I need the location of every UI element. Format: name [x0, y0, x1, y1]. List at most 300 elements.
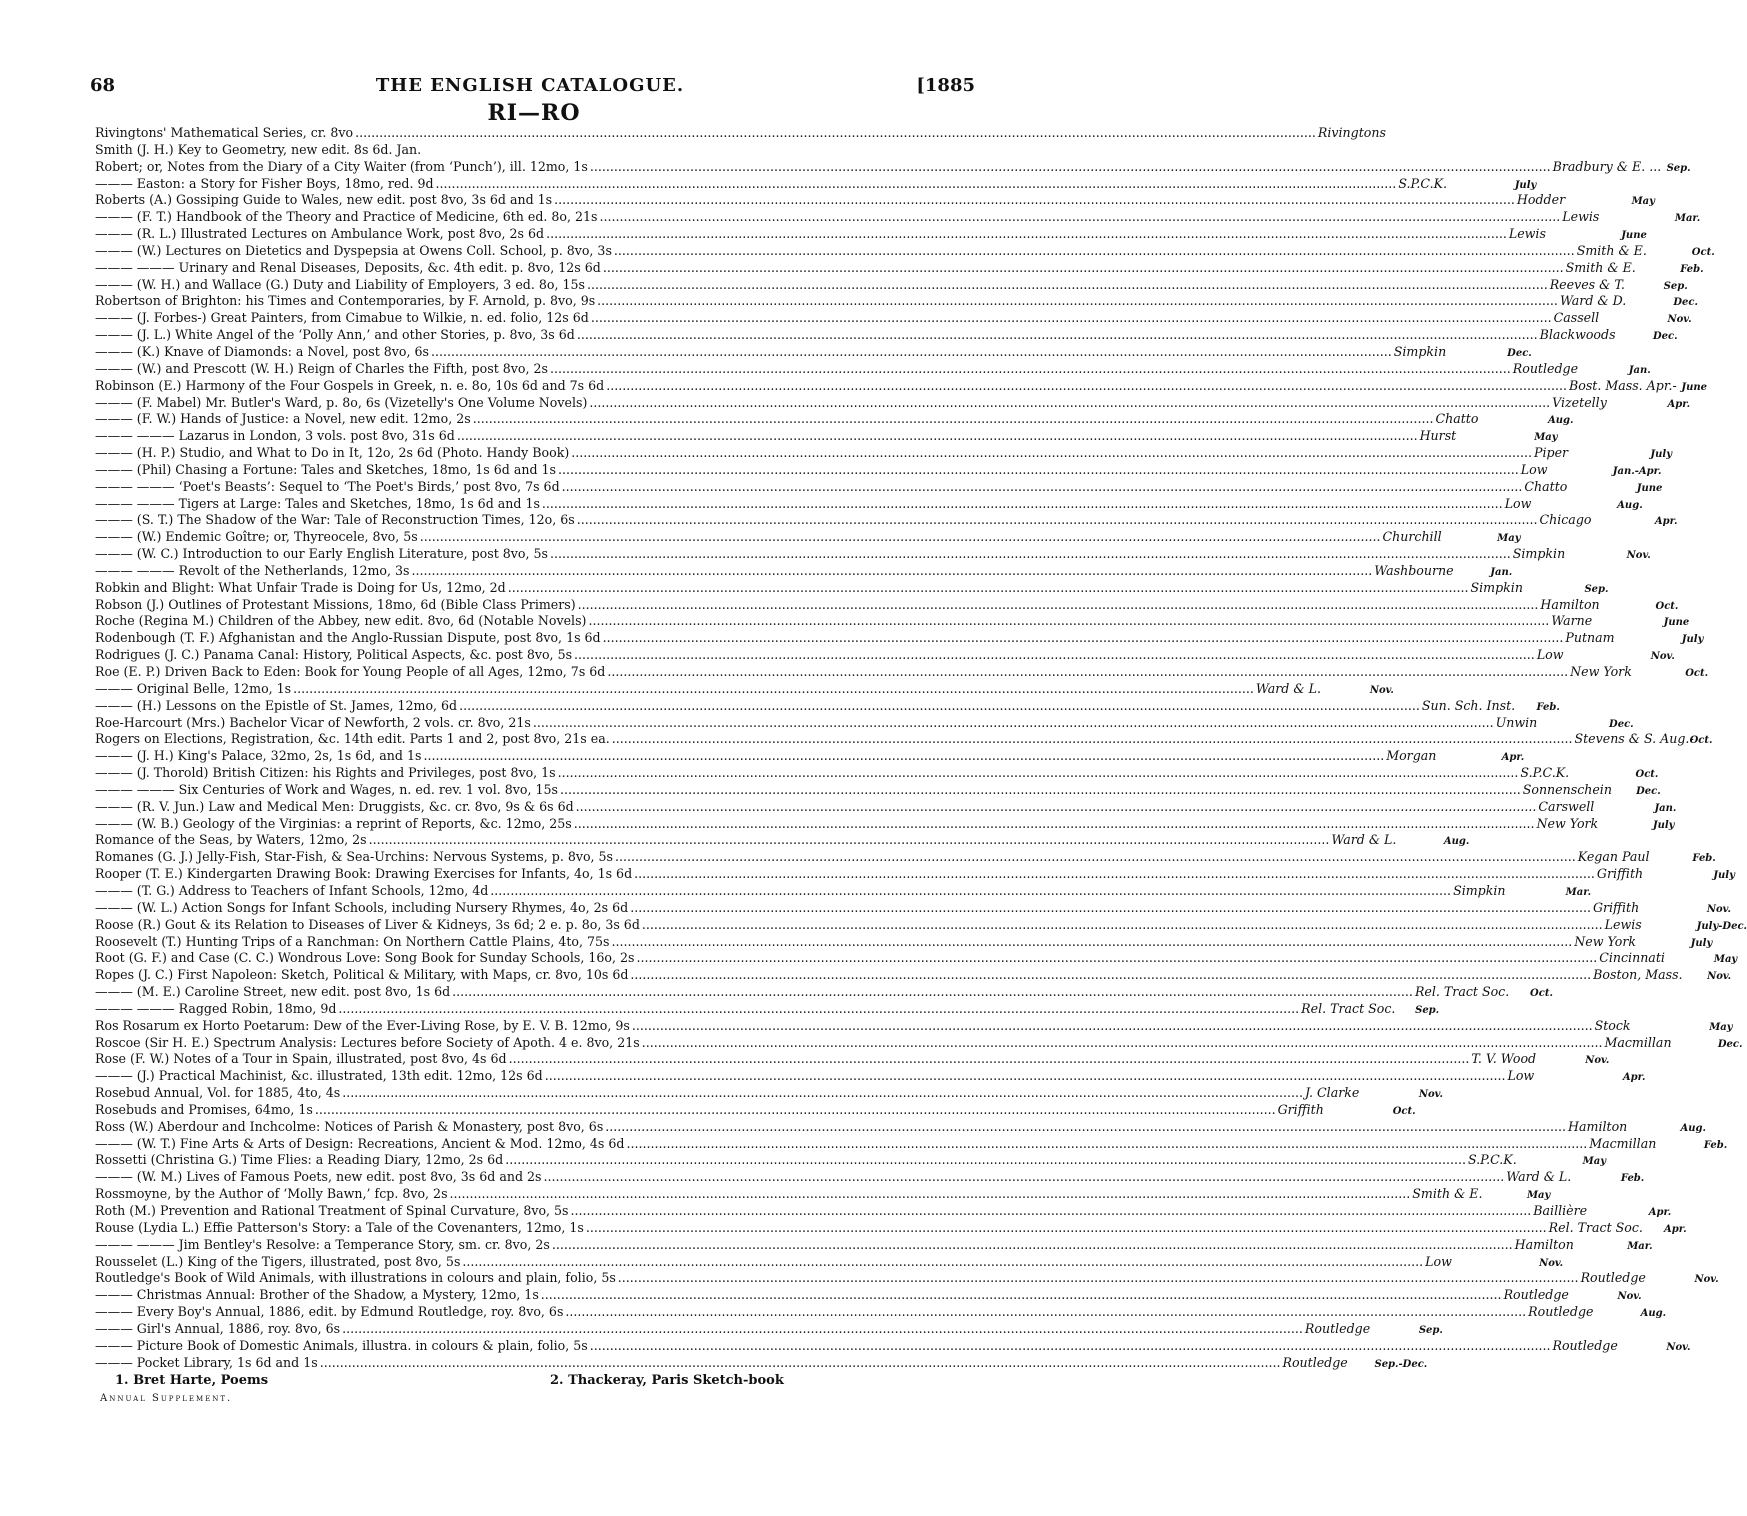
leader-dots: [490, 883, 1451, 900]
entry-publisher: Simpkin: [1512, 546, 1566, 562]
entry-text: ——— (F. W.) Hands of Justice: a Novel, new edit. 12mo, 2s: [95, 411, 471, 427]
catalogue-entry: [95, 1304, 1667, 1321]
catalogue-entry: [95, 175, 1537, 193]
catalogue-entry: [95, 781, 1661, 799]
entry-publisher: Lewis: [1562, 209, 1600, 225]
entry-month: Nov.: [1650, 651, 1675, 663]
entry-month: June: [1663, 617, 1690, 629]
entry-month: July: [1514, 179, 1537, 191]
entry-publisher: Griffith: [1277, 1101, 1324, 1117]
leader-dots: [614, 243, 1575, 260]
entry-month: June: [1636, 482, 1663, 494]
entry-text: ——— (W.) and Prescott (W. H.) Reign of Charles the Fifth, post 8vo, 2s: [95, 360, 548, 376]
catalogue-entry: [95, 1354, 1428, 1372]
entry-publisher: Sonnenschein: [1522, 781, 1612, 797]
leader-dots: [505, 1152, 1466, 1169]
entry-text: Robinson (E.) Harmony of the Four Gospels in Greek, n. e. 8o, 10s 6d and 7s 6d: [95, 377, 605, 393]
catalogue-entry: [95, 664, 1709, 681]
leader-dots: [541, 1287, 1502, 1304]
entry-publisher: New York: [1570, 664, 1632, 679]
catalogue-entry: [95, 731, 1713, 748]
entry-publisher: Cincinnati: [1599, 950, 1665, 966]
entry-month: Sep.: [1666, 162, 1691, 174]
entry-month: Nov.: [1706, 903, 1731, 915]
entry-text: Rodenbough (T. F.) Afghanistan and the Anglo-Russian Dispute, post 8vo, 1s 6d: [95, 630, 601, 646]
leader-dots: [612, 731, 1573, 748]
entry-month: Oct.: [1635, 769, 1659, 781]
catalogue-entry: [95, 1186, 1551, 1203]
entry-text: Romanes (G. J.) Jelly-Fish, Star-Fish, & Sea-Urchins: Nervous Systems, p. 8vo, 5s: [95, 849, 614, 865]
leader-dots: [630, 967, 1591, 984]
entry-publisher: Ward & L.: [1506, 1169, 1572, 1185]
entry-text: Root (G. F.) and Case (C. C.) Wondrous Love: Song Book for Sunday Schools, 16o, 2s: [95, 950, 635, 966]
entry-month: June: [1621, 230, 1647, 242]
catalogue-entry: [95, 697, 1560, 715]
entry-publisher: Ward & L.: [1331, 832, 1397, 848]
entry-list: [95, 125, 1747, 1371]
entry-month: Nov.: [1585, 1055, 1610, 1067]
entry-text: Rossmoyne, by the Author of ‘Molly Bawn,’ fcp. 8vo, 2s: [95, 1186, 448, 1202]
entry-month: May: [1534, 432, 1558, 444]
catalogue-entry: [95, 242, 1715, 260]
entry-month: Aug.: [1617, 499, 1643, 511]
entry-text: Roth (M.) Prevention and Rational Treatment of Spinal Curvature, 8vo, 5s: [95, 1203, 569, 1218]
leader-dots: [571, 445, 1532, 462]
catalogue-entry: [95, 512, 1678, 529]
catalogue-entry: [95, 1051, 1610, 1068]
entry-text: ——— (Phil) Chasing a Fortune: Tales and Sketches, 18mo, 1s 6d and 1s: [95, 461, 557, 477]
entry-month: Oct.: [1691, 246, 1715, 258]
entry-month: Oct.: [1689, 735, 1713, 747]
catalogue-entry: [95, 209, 1701, 226]
leader-dots: [545, 1068, 1506, 1085]
entry-month: Mar.: [1627, 1240, 1653, 1252]
entry-publisher: Washbourne: [1374, 562, 1454, 578]
catalogue-entry: [95, 748, 1525, 765]
catalogue-entry: [95, 630, 1704, 647]
entry-text: Roscoe (Sir H. E.) Spectrum Analysis: Lectures before Society of Apoth. 4 e. 8vo, 21s: [95, 1034, 640, 1050]
catalogue-entry: [95, 546, 1651, 563]
entry-text: Robson (J.) Outlines of Protestant Missions, 18mo, 6d (Bible Class Primers): [95, 596, 576, 612]
leader-dots: [634, 866, 1595, 883]
entry-publisher: Kegan Paul: [1577, 849, 1650, 865]
catalogue-entry: [95, 579, 1609, 597]
entry-text: ——— (K.) Knave of Diamonds: a Novel, post 8vo, 6s: [95, 343, 429, 359]
entry-publisher: Low: [1536, 647, 1564, 663]
entry-text: Roche (Regina M.) Children of the Abbey, new edit. 8vo, 6d (Notable Novels): [95, 613, 587, 629]
entry-text: ——— (S. T.) The Shadow of the War: Tale of Reconstruction Times, 12o, 6s: [95, 512, 575, 528]
entry-publisher: Simpkin: [1470, 579, 1523, 595]
leader-dots: [587, 277, 1548, 294]
leader-dots: [565, 1304, 1526, 1321]
entry-month: July: [1690, 937, 1713, 949]
entry-month: July-Dec.: [1696, 920, 1747, 932]
catalogue-entry: [95, 445, 1673, 462]
entry-month: July: [1713, 870, 1735, 882]
leader-dots: [542, 496, 1503, 513]
entry-month: Aug.: [1640, 1308, 1667, 1320]
entry-text: ——— ——— Urinary and Renal Diseases, Deposits, &c. 4th edit. p. 8vo, 12s 6d: [95, 259, 601, 275]
entry-text: Roberts (A.) Gossiping Guide to Wales, new edit. post 8vo, 3s 6d and 1s: [95, 192, 553, 208]
entry-month: Feb.: [1536, 701, 1560, 713]
leader-dots: [560, 782, 1521, 799]
leader-dots: [533, 715, 1494, 732]
entry-text: Ros Rosarum ex Horto Poetarum: Dew of the Ever-Living Rose, by E. V. B. 12mo, 9s: [95, 1017, 630, 1033]
catalogue-entry: [95, 394, 1691, 412]
leader-dots: [544, 1169, 1505, 1186]
entry-month: Sep.: [1418, 1324, 1443, 1336]
catalogue-entry: [95, 411, 1574, 428]
section-title: RI—RO: [487, 100, 581, 126]
entry-text: Rogers on Elections, Registration, &c. 14th edit. Parts 1 and 2, post 8vo, 21s ea.: [95, 731, 610, 747]
entry-text: ——— (W. C.) Introduction to our Early English Literature, post 8vo, 5s: [95, 546, 548, 562]
entry-publisher: Lewis: [1604, 916, 1642, 932]
entry-month: Dec.: [1673, 297, 1698, 309]
entry-month: Mar.: [1565, 886, 1592, 898]
entry-month: Apr.: [1648, 1207, 1672, 1218]
leader-dots: [457, 428, 1418, 445]
leader-dots: [574, 647, 1535, 664]
entry-publisher: Simpkin: [1393, 343, 1447, 359]
leader-dots: [420, 529, 1381, 546]
entry-month: Nov.: [1707, 971, 1732, 983]
entry-text: ——— (J.) Practical Machinist, &c. illustrated, 13th edit. 12mo, 12s 6d: [95, 1068, 543, 1084]
entry-text: ——— (M. E.) Caroline Street, new edit. post 8vo, 1s 6d: [95, 984, 451, 1000]
page-number: 68: [90, 75, 116, 96]
leader-dots: [615, 849, 1576, 866]
entry-publisher: S.P.C.K.: [1398, 175, 1448, 191]
entry-month: Nov.: [1539, 1257, 1564, 1269]
entry-publisher: Putnam: [1565, 630, 1615, 646]
leader-dots: [338, 1001, 1299, 1018]
catalogue-entry: [95, 192, 1655, 209]
entry-text: ——— (T. G.) Address to Teachers of Infant Schools, 12mo, 4d: [95, 882, 489, 898]
entry-text: Rosebud Annual, Vol. for 1885, 4to, 4s: [95, 1085, 341, 1101]
entry-month: Feb.: [1680, 263, 1704, 275]
entry-month: Feb.: [1703, 1139, 1728, 1151]
entry-publisher: Reeves & T.: [1549, 276, 1625, 292]
entry-text: Rousselet (L.) King of the Tigers, illustrated, post 8vo, 5s: [95, 1253, 461, 1269]
entry-month: Nov.: [1626, 550, 1651, 562]
leader-dots: [588, 613, 1549, 630]
entry-month: Dec.: [1717, 1038, 1743, 1050]
entry-text: ——— ——— Revolt of the Netherlands, 12mo, 3s: [95, 562, 410, 578]
entry-text: ——— (J. Forbes-) Great Painters, from Cimabue to Wilkie, n. ed. folio, 12s 6d: [95, 310, 589, 326]
entry-publisher: Bradbury & E. ...: [1552, 158, 1662, 174]
catalogue-entry: [95, 276, 1688, 294]
entry-publisher: Smith & E.: [1412, 1186, 1483, 1202]
entry-text: ——— Girl's Annual, 1886, roy. 8vo, 6s: [95, 1320, 341, 1336]
entry-month: June: [1681, 381, 1707, 393]
catalogue-entry: [95, 882, 1592, 900]
entry-publisher: Morgan: [1386, 748, 1437, 764]
entry-text: ——— (W. L.) Action Songs for Infant Schools, including Nursery Rhymes, 4o, 2s 6d: [95, 899, 629, 915]
entry-publisher: Stevens & S. Aug.-: [1574, 731, 1694, 747]
running-title: THE ENGLISH CATALOGUE.: [375, 75, 685, 96]
entry-month: Mar.: [1674, 213, 1701, 225]
entry-text: ——— (W.) Endemic Goître; or, Thyreocele, 8vo, 5s: [95, 529, 418, 545]
leader-dots: [550, 361, 1511, 378]
entry-publisher: Hamilton: [1568, 1118, 1628, 1134]
entry-text: ——— (H. P.) Studio, and What to Do in It, 12o, 2s 6d (Photo. Handy Book): [95, 445, 570, 461]
entry-publisher: Ward & L.: [1255, 680, 1321, 696]
leader-dots: [431, 344, 1392, 361]
entry-text: ——— (W. T.) Fine Arts & Arts of Design: Recreations, Ancient & Mod. 12mo, 4s 6d: [95, 1135, 625, 1151]
entry-text: Roe (E. P.) Driven Back to Eden: Book for Young People of all Ages, 12mo, 7s 6d: [95, 664, 606, 679]
entry-publisher: Churchill: [1382, 529, 1442, 545]
page-header: [90, 75, 975, 99]
entry-publisher: Lewis: [1508, 226, 1546, 242]
leader-dots: [558, 765, 1519, 782]
entry-text: ——— (W. B.) Geology of the Virginias: a reprint of Reports, &c. 12mo, 25s: [95, 815, 572, 831]
entry-publisher: Rel. Tract Soc.: [1414, 984, 1510, 1000]
leader-dots: [600, 209, 1561, 226]
entry-text: ——— (J. H.) King's Palace, 32mo, 2s, 1s 6d, and 1s: [95, 748, 422, 764]
entry-publisher: Low: [1507, 1068, 1535, 1084]
entry-month: May: [1582, 1156, 1606, 1168]
catalogue-entry: [95, 142, 965, 159]
leader-dots: [642, 1035, 1603, 1052]
leader-dots: [571, 1203, 1532, 1220]
entry-text: ——— Picture Book of Domestic Animals, illustra. in colours & plain, folio, 5s: [95, 1337, 588, 1353]
entry-publisher: Low: [1504, 495, 1532, 511]
entry-publisher: Griffith: [1596, 866, 1644, 882]
leader-dots: [550, 546, 1511, 563]
leader-dots: [642, 917, 1603, 934]
year-mark: [1885: [916, 75, 975, 96]
entry-publisher: Bost. Mass. Apr.-: [1568, 377, 1677, 393]
entry-text: Roose (R.) Gout & its Relation to Diseases of Liver & Kidneys, 3s 6d; 2 e. p. 8o, 3s 6d: [95, 916, 640, 932]
entry-publisher: Hurst: [1419, 428, 1457, 444]
entry-publisher: Sun. Sch. Inst.: [1421, 697, 1516, 713]
entry-month: Oct.: [1530, 988, 1553, 1000]
catalogue-entry: [95, 259, 1704, 277]
catalogue-entry: [95, 765, 1659, 782]
leader-dots: [577, 327, 1538, 344]
entry-publisher: Routledge: [1282, 1354, 1348, 1370]
catalogue-entry: [95, 461, 1662, 479]
catalogue-entry: [95, 360, 1651, 378]
entry-publisher: J. Clarke: [1304, 1085, 1360, 1101]
entry-month: Dec.: [1636, 785, 1661, 797]
entry-month: Sep.: [1584, 583, 1609, 595]
entry-month: July: [1650, 449, 1673, 461]
catalogue-entry: [95, 293, 1698, 310]
leader-dots: [558, 462, 1519, 479]
entry-text: ——— (R. L.) Illustrated Lectures on Ambulance Work, post 8vo, 2s 6d: [95, 226, 545, 242]
catalogue-entry: [95, 1270, 1719, 1287]
catalogue-entry: [95, 226, 1647, 243]
leader-dots: [574, 816, 1535, 833]
catalogue-entry: [95, 478, 1663, 496]
entry-text: ——— ——— Tigers at Large: Tales and Sketches, 18mo, 1s 6d and 1s: [95, 495, 540, 511]
entry-text: Rooper (T. E.) Kindergarten Drawing Book: Drawing Exercises for Infants, 4o, 1s 6d: [95, 866, 633, 882]
catalogue-entry: [95, 495, 1643, 513]
leader-dots: [590, 159, 1551, 176]
catalogue-entry: [95, 562, 1513, 580]
leader-dots: [576, 799, 1537, 816]
entry-text: Rose (F. W.) Notes of a Tour in Spain, illustrated, post 8vo, 4s 6d: [95, 1051, 507, 1067]
entry-publisher: Chicago: [1539, 512, 1592, 528]
entry-month: Sep.-Dec.: [1374, 1358, 1428, 1370]
entry-text: Romance of the Seas, by Waters, 12mo, 2s: [95, 832, 367, 848]
entry-publisher: Routledge: [1512, 360, 1579, 376]
entry-month: Feb.: [1620, 1173, 1645, 1185]
entry-month: Oct.: [1392, 1105, 1416, 1117]
catalogue-entry: [95, 1101, 1416, 1119]
catalogue-entry: [95, 866, 1735, 883]
leader-dots: [618, 1270, 1579, 1287]
leader-dots: [586, 1220, 1547, 1237]
leader-dots: [578, 597, 1539, 614]
entry-text: ——— (J. Thorold) British Citizen: his Rights and Privileges, post 8vo, 1s: [95, 765, 556, 781]
entry-text: ——— Every Boy's Annual, 1886, edit. by Edmund Routledge, roy. 8vo, 6s: [95, 1304, 564, 1320]
catalogue-entry: [95, 916, 1747, 934]
entry-month: May: [1709, 1021, 1733, 1033]
entry-text: Roosevelt (T.) Hunting Trips of a Ranchman: On Northern Cattle Plains, 4to, 75s: [95, 933, 610, 949]
entry-month: July: [1652, 819, 1675, 831]
entry-publisher: Baillière: [1533, 1203, 1588, 1218]
leader-dots: [462, 1254, 1423, 1271]
entry-publisher: Boston, Mass.: [1593, 967, 1683, 983]
catalogue-entry: [95, 1085, 1443, 1102]
entry-text: ——— Christmas Annual: Brother of the Shadow, a Mystery, 12mo, 1s: [95, 1287, 539, 1303]
footnote-1: 1. Bret Harte, Poems: [115, 1373, 269, 1389]
entry-month: Jan.-Apr.: [1612, 465, 1662, 477]
entry-month: Apr.: [1501, 752, 1525, 764]
entry-text: Routledge's Book of Wild Animals, with illustrations in colours and plain, folio, 5s: [95, 1270, 616, 1286]
entry-month: Dec.: [1507, 347, 1532, 359]
leader-dots: [473, 411, 1434, 428]
entry-month: Oct.: [1685, 668, 1709, 679]
leader-dots: [508, 580, 1469, 597]
entry-text: Rosebuds and Promises, 64mo, 1s: [95, 1101, 313, 1117]
entry-text: Robertson of Brighton: his Times and Contemporaries, by F. Arnold, p. 8vo, 9s: [95, 293, 596, 309]
entry-publisher: Chatto: [1435, 411, 1479, 427]
entry-month: Nov.: [1418, 1089, 1443, 1101]
entry-publisher: S.P.C.K.: [1520, 765, 1570, 781]
entry-month: Sep.: [1663, 280, 1688, 292]
leader-dots: [369, 832, 1330, 849]
catalogue-entry: [95, 714, 1634, 732]
entry-publisher: Stock: [1594, 1017, 1631, 1033]
leader-dots: [546, 226, 1507, 243]
catalogue-entry: [95, 1068, 1646, 1085]
leader-dots: [315, 1102, 1276, 1119]
leader-dots: [436, 176, 1397, 193]
entry-month: May: [1631, 196, 1655, 208]
entry-text: Ross (W.) Aberdour and Inchcolme: Notices of Parish & Monastery, post 8vo, 6s: [95, 1118, 604, 1134]
leader-dots: [577, 512, 1538, 529]
entry-month: May: [1526, 1190, 1551, 1202]
catalogue-entry: [95, 596, 1679, 614]
entry-text: ——— ——— Lazarus in London, 3 vols. post 8vo, 31s 6d: [95, 428, 455, 444]
catalogue-entry: [95, 377, 1707, 395]
catalogue-entry: [95, 1000, 1440, 1018]
entry-text: ——— (J. L.) White Angel of the ‘Polly Ann,’ and other Stories, p. 8vo, 3s 6d: [95, 327, 575, 343]
entry-month: Nov.: [1666, 1341, 1691, 1353]
leader-dots: [590, 1338, 1551, 1355]
leader-dots: [636, 950, 1597, 967]
entry-text: ——— Original Belle, 12mo, 1s: [95, 680, 292, 696]
entry-publisher: Chatto: [1524, 478, 1568, 494]
entry-text: Roe-Harcourt (Mrs.) Bachelor Vicar of Newforth, 2 vols. cr. 8vo, 21s: [95, 714, 531, 730]
entry-publisher: New York: [1536, 815, 1599, 831]
leader-dots: [605, 1119, 1566, 1136]
catalogue-entry: [95, 125, 1386, 142]
entry-month: Jan.: [1654, 802, 1677, 814]
catalogue-entry: [95, 849, 1716, 866]
entry-text: ——— (F. T.) Handbook of the Theory and Practice of Medicine, 6th ed. 8o, 21s: [95, 209, 598, 225]
entry-text: Rossetti (Christina G.) Time Flies: a Reading Diary, 12mo, 2s 6d: [95, 1152, 504, 1168]
entry-month: Feb.: [1692, 853, 1716, 865]
entry-publisher: Rel. Tract Soc.: [1301, 1000, 1396, 1016]
entry-publisher: Rel. Tract Soc.: [1548, 1219, 1643, 1235]
leader-dots: [589, 395, 1550, 412]
entry-month: Sep.: [1415, 1004, 1440, 1016]
leader-dots: [603, 630, 1564, 647]
catalogue-entry: [95, 798, 1677, 816]
entry-publisher: Routledge: [1528, 1304, 1594, 1320]
entry-month: Aug.: [1680, 1122, 1707, 1134]
leader-dots: [606, 378, 1567, 395]
entry-publisher: Hodder: [1516, 192, 1566, 208]
entry-month: Nov.: [1667, 314, 1692, 326]
entry-publisher: Hamilton: [1540, 596, 1600, 612]
entry-text: Robkin and Blight: What Unfair Trade is Doing for Us, 12mo, 2d: [95, 579, 506, 595]
leader-dots: [342, 1085, 1303, 1102]
catalogue-entry: [95, 613, 1690, 630]
entry-publisher: New York: [1574, 933, 1636, 949]
leader-dots: [607, 664, 1568, 681]
entry-publisher: Hamilton: [1514, 1236, 1574, 1252]
leader-dots: [603, 260, 1564, 277]
catalogue-entry: [95, 1253, 1564, 1271]
leader-dots: [552, 1237, 1513, 1254]
catalogue-entry: [95, 950, 1738, 967]
entry-month: May: [1713, 954, 1738, 966]
entry-text: Rouse (Lydia L.) Effie Patterson's Story: a Tale of the Covenanters, 12mo, 1s: [95, 1219, 584, 1235]
leader-dots: [632, 1018, 1593, 1035]
leader-dots: [459, 698, 1420, 715]
entry-text: ——— (W.) Lectures on Dietetics and Dyspepsia at Owens Coll. School, p. 8vo, 3s: [95, 242, 612, 258]
entry-publisher: Low: [1425, 1253, 1452, 1269]
entry-month: Nov.: [1694, 1274, 1719, 1286]
entry-publisher: T. V. Wood: [1471, 1051, 1537, 1067]
entry-publisher: Piper: [1534, 445, 1569, 461]
catalogue-entry: [95, 1219, 1687, 1237]
entry-publisher: Rivingtons: [1317, 125, 1386, 140]
entry-month: Nov.: [1617, 1291, 1642, 1303]
entry-text: ——— ——— Ragged Robin, 18mo, 9d: [95, 1000, 337, 1016]
entry-month: May: [1497, 533, 1521, 545]
entry-text: Ropes (J. C.) First Napoleon: Sketch, Political & Military, with Maps, cr. 8vo, 10s 6d: [95, 967, 629, 983]
catalogue-entry: [95, 832, 1470, 849]
entry-month: Apr.: [1622, 1072, 1646, 1084]
leader-dots: [630, 900, 1591, 917]
entry-publisher: Cassell: [1553, 310, 1600, 326]
leader-dots: [320, 1355, 1281, 1372]
catalogue-entry: [95, 984, 1553, 1001]
leader-dots: [452, 984, 1413, 1001]
entry-publisher: Unwin: [1495, 714, 1538, 730]
catalogue-entry: [95, 158, 1691, 176]
catalogue-entry: [95, 1169, 1645, 1186]
entry-month: Aug.: [1547, 415, 1574, 427]
catalogue-entry: [95, 647, 1675, 664]
leader-dots: [597, 293, 1558, 310]
entry-publisher: Warne: [1551, 613, 1593, 629]
